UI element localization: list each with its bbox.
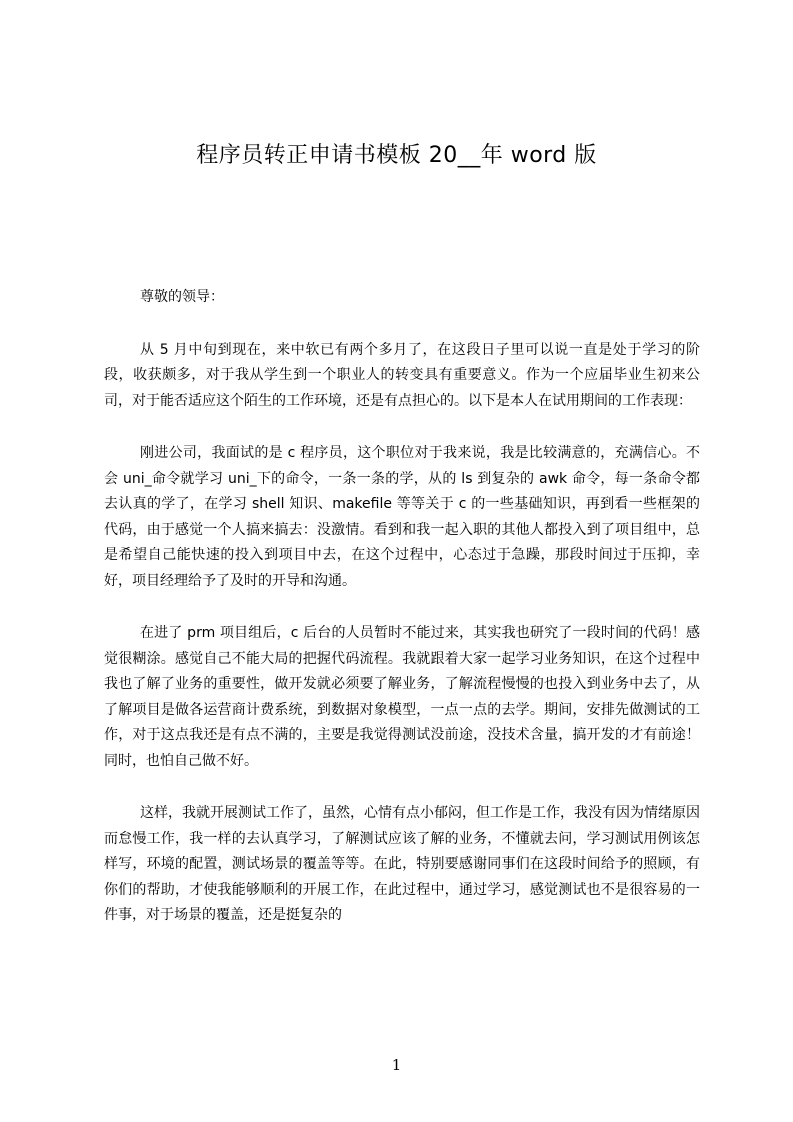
paragraph-3: 在进了 prm 项目组后，c 后台的人员暂时不能过来，其实我也研究了一段时间的代码！感觉很糊涂。感觉自己不能大局的把握代码流程。我就跟着大家一起学习业务知识，在这个过程中我也了解了业务的重要性，做开发就必须要了解业务，了解流程慢慢的也投入到业务中去了，从了解项目是做各运营商计费系统，到数据对象模型，一点一点的去学。期间，安排先做测试的工作，对于这点我还是有点不满的，主要是我觉得测试没前途，没技术含量，搞开发的才有前途！同时，也怕自己做不好。: [104, 625, 700, 769]
paragraph-2: 刚进公司，我面试的是 c 程序员，这个职位对于我来说，我是比较满意的，充满信心。不会 uni_命令就学习 uni_下的命令，一条一条的学，从的 ls 到复杂的 awk 命令，每一条命令都去认真的学了，在学习 shell 知识、makefile 等等关于 c 的一些基础知识，再到看一些框架的代码，由于感觉一个人搞来搞去：没激情。看到和我一起入职的其他人都投入到了项目组中，总是希望自己能快速的投入到项目中去，在这个过程中，心态过于急躁，那段时间过于压抑，幸好，项目经理给予了及时的开导和沟通。: [104, 445, 700, 589]
paragraph-1: 从 5 月中旬到现在，来中软已有两个多月了，在这段日子里可以说一直是处于学习的阶段，收获颇多，对于我从学生到一个职业人的转变具有重要意义。作为一个应届毕业生初来公司，对于能否适应这个陌生的工作环境，还是有点担心的。以下是本人在试用期间的工作表现：: [104, 341, 700, 409]
paragraph-4: 这样，我就开展测试工作了，虽然，心情有点小郁闷，但工作是工作，我没有因为情绪原因而怠慢工作，我一样的去认真学习，了解测试应该了解的业务，不懂就去问，学习测试用例该怎样写，环境的配置，测试场景的覆盖等等。在此，特别要感谢同事们在这段时间给予的照顾，有你们的帮助，才使我能够顺利的开展工作，在此过程中，通过学习，感觉测试也不是很容易的一件事，对于场景的覆盖，还是挺复杂的: [104, 805, 700, 923]
document-body: [104, 285, 700, 956]
page-number: 1: [391, 1056, 402, 1074]
document-title: 程序员转正申请书模板 20__年 word 版: [196, 143, 597, 168]
greeting: 尊敬的领导：: [140, 289, 224, 305]
